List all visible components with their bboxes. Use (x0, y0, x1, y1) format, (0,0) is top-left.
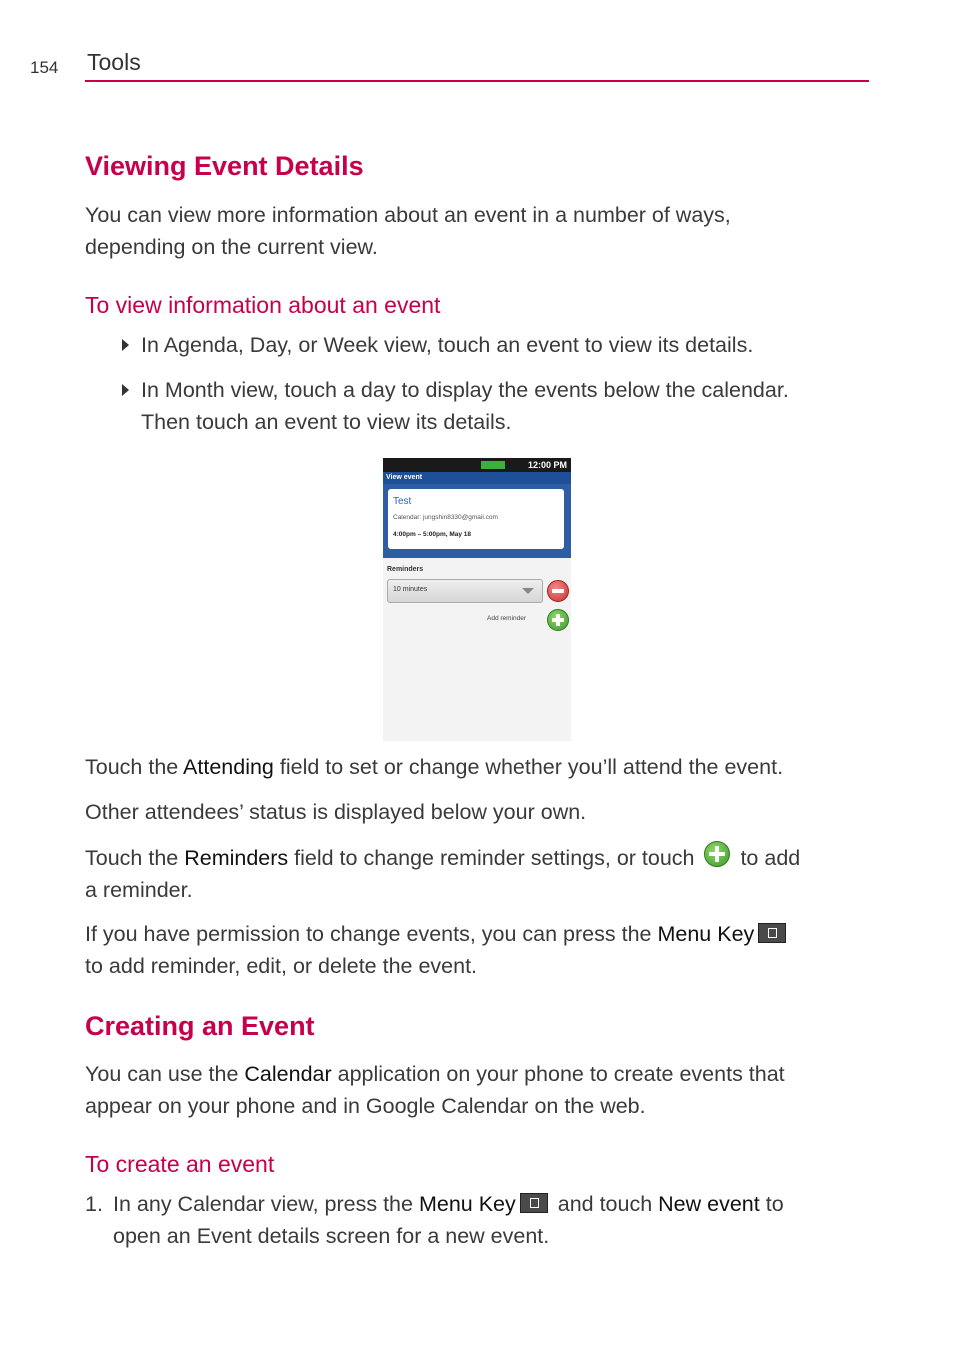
subhead-create-event: To create an event (85, 1151, 275, 1177)
step-1 (113, 1188, 873, 1252)
text: You can use the (85, 1062, 245, 1086)
new-event-term: New event (658, 1192, 760, 1216)
page-number: 154 (30, 58, 59, 77)
para-reminders-line1 (85, 841, 885, 874)
header-rule (85, 80, 869, 82)
add-reminder-label: Add reminder (487, 615, 527, 622)
viewing-intro-line2: depending on the current view. (85, 235, 378, 259)
status-bar (383, 458, 571, 472)
para-attending (85, 751, 885, 783)
bullet-item-2-line1: In Month view, touch a day to display the events below the calendar. (141, 378, 789, 402)
para-menu-key-line1 (85, 918, 885, 950)
bullet-item-1: In Agenda, Day, or Week view, touch an event to view its details. (141, 333, 754, 357)
para-reminders-line2: a reminder. (85, 878, 193, 902)
para-attendees: Other attendees’ status is displayed below your own. (85, 800, 587, 824)
menu-key-term: Menu Key (418, 1192, 516, 1216)
heading-viewing-event-details: Viewing Event Details (85, 151, 364, 181)
viewing-intro-line1: You can view more information about an event in a number of ways, (85, 203, 731, 227)
text: field to set or change whether you’ll attend the event. (273, 755, 784, 779)
para-reminders (85, 841, 885, 906)
remove-reminder-icon[interactable] (547, 580, 569, 602)
text: to add (734, 846, 801, 870)
bullet-arrow-icon (122, 384, 129, 396)
menu-key-term: Menu Key (657, 922, 755, 946)
step-1-line1 (113, 1188, 873, 1220)
text: Touch the (85, 846, 185, 870)
screen-title: View event (383, 472, 571, 484)
step-1-line2: open an Event details screen for a new event. (113, 1224, 550, 1248)
section-title: Tools (87, 49, 141, 75)
text: field to change reminder settings, or touch (288, 846, 701, 870)
event-card (383, 484, 571, 558)
menu-key-icon (520, 1193, 548, 1213)
status-time: 12:00 PM (527, 460, 567, 470)
reminders-label: Reminders (387, 566, 424, 573)
view-event-screenshot (383, 458, 571, 741)
reminders-term: Reminders (184, 846, 289, 870)
creating-intro (85, 1058, 885, 1122)
text: application on your phone to create events that (331, 1062, 785, 1086)
text: to (759, 1192, 784, 1216)
text: In any Calendar view, press the (113, 1192, 419, 1216)
bullet-arrow-icon (122, 339, 129, 351)
viewing-intro (85, 199, 885, 263)
menu-key-icon (758, 923, 786, 943)
add-reminder-icon[interactable] (547, 609, 569, 631)
step-number: 1. (85, 1192, 103, 1216)
calendar-term: Calendar (244, 1062, 332, 1086)
event-time: 4:00pm – 5:00pm, May 18 (393, 531, 472, 538)
para-menu-key (85, 918, 885, 982)
event-title: Test (393, 496, 412, 507)
event-card-body (388, 489, 564, 549)
text: If you have permission to change events, you can press the (85, 922, 658, 946)
reminder-value: 10 minutes (393, 586, 428, 593)
signal-battery-icon (481, 461, 505, 469)
para-menu-key-line2: to add reminder, edit, or delete the event. (85, 954, 478, 978)
attending-term: Attending (183, 755, 274, 779)
creating-intro-line1 (85, 1058, 885, 1090)
text: Touch the (85, 755, 184, 779)
bullet-item-2 (141, 374, 881, 438)
dropdown-caret-icon (522, 588, 534, 594)
reminder-select[interactable] (387, 579, 543, 603)
text: and touch (551, 1192, 659, 1216)
creating-intro-line2: appear on your phone and in Google Calendar on the web. (85, 1094, 646, 1118)
bullet-item-2-line2: Then touch an event to view its details. (141, 410, 512, 434)
add-icon (704, 841, 730, 867)
event-calendar: Calendar: jungshin8330@gmail.com (393, 514, 498, 521)
heading-creating-an-event: Creating an Event (85, 1011, 315, 1041)
subhead-view-info: To view information about an event (85, 292, 441, 318)
